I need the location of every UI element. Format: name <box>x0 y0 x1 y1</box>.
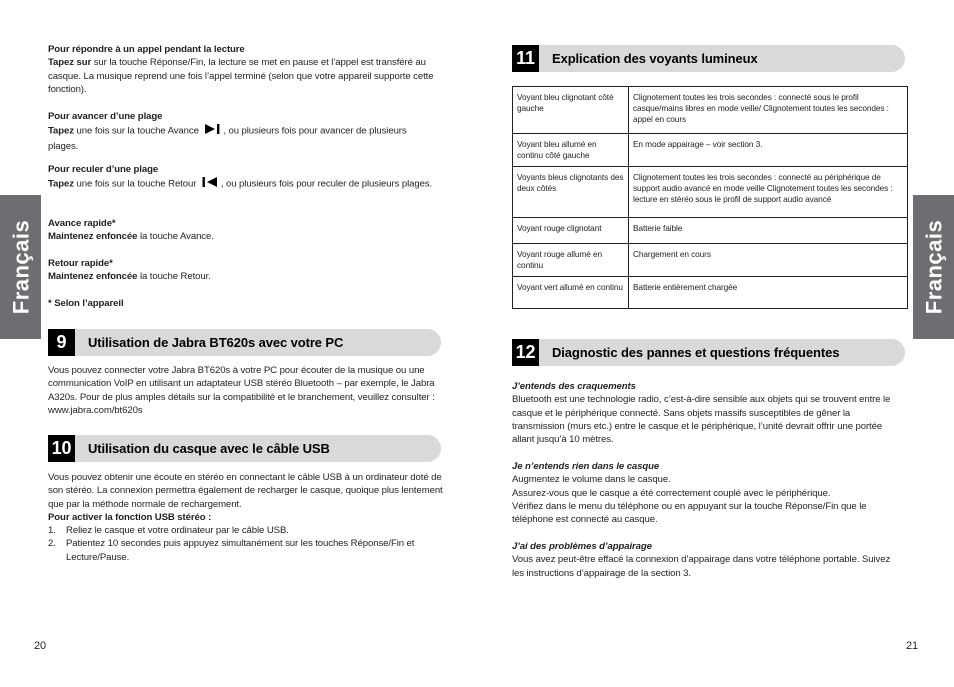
section-12-header <box>512 339 905 366</box>
table-row <box>513 244 908 277</box>
section-10-header <box>48 435 441 462</box>
step-1-text: Reliez le casque et votre ordinateur par le câble USB. <box>66 525 289 537</box>
table-row <box>513 134 908 167</box>
faq-pairing-title: J’ai des problèmes d’appairage <box>512 541 652 552</box>
next-track-paragraph <box>48 110 436 153</box>
section-9-text: Vous pouvez connecter votre Jabra BT620s à votre PC pour écouter de la musique ou une communication VoIP en utilisant un adaptateur USB stéréo Bluetooth – par exemple, le Jabra A320s. Pour de plus amples détails sur la compatibilité et le branchement, veuillez consulter : www.jabra.com/bt620s <box>48 365 435 416</box>
rewind-title: Retour rapide* <box>48 258 113 269</box>
led-meaning: En mode appairage – voir section 3. <box>629 134 908 167</box>
led-name: Voyant vert allumé en continu <box>513 277 629 309</box>
rewind-paragraph <box>48 257 436 284</box>
table-row <box>513 87 908 134</box>
prev-track-paragraph <box>48 163 436 193</box>
faq-crackling-text: Bluetooth est une technologie radio, c’est-à-dire sensible aux objets qui se trouvent entre le casque et le périphérique connecté. Sans objets massifs susceptibles de gêner la transmission (murs etc.) entre le casque et le périphérique, l’unité devrait offrir une portée allant jusqu’à 10 mètres. <box>512 394 891 446</box>
led-name: Voyant rouge clignotant <box>513 218 629 244</box>
answer-call-title: Pour répondre à un appel pendant la lecture <box>48 44 245 55</box>
fast-forward-paragraph <box>48 217 436 244</box>
page-number-right: 21 <box>906 639 919 652</box>
led-meaning: Batterie entièrement chargée <box>629 277 908 309</box>
led-meaning: Clignotement toutes les trois secondes : connecté au périphérique de support audio avancé en mode veille Clignotement toutes les secondes : lecture en stéréo sous le profil de support audio avancé <box>629 167 908 218</box>
section-10-body <box>48 471 444 564</box>
section-11-number: 11 <box>512 45 539 72</box>
prev-track-text-b: , ou plusieurs fois pour reculer de plusieurs plages. <box>220 178 433 190</box>
next-track-title: Pour avancer d’une plage <box>48 111 163 122</box>
step-2 <box>48 537 444 564</box>
led-meaning: Chargement en cours <box>629 244 908 277</box>
faq-pairing-text: Vous avez peut-être effacé la connexion d’appairage dans votre téléphone portable. Suivez les instructions d’appairage de la section 3. <box>512 554 891 579</box>
fast-forward-title: Avance rapide* <box>48 218 116 229</box>
answer-call-paragraph <box>48 43 436 96</box>
rewind-text: la touche Retour. <box>137 271 211 283</box>
led-name: Voyant bleu clignotant côté gauche <box>513 87 629 134</box>
section-12-title: Diagnostic des pannes et questions fréquentes <box>552 345 840 360</box>
section-10-subtitle: Pour activer la fonction USB stéréo : <box>48 511 212 523</box>
section-9-title: Utilisation de Jabra BT620s avec votre PC <box>88 335 344 350</box>
led-meaning: Clignotement toutes les trois secondes : connecté sous le profil casque/mains libres en mode veille/ Clignotement toutes les secondes : appel en cours <box>629 87 908 134</box>
section-9-header <box>48 329 441 356</box>
faq-no-sound-title: Je n’entends rien dans le casque <box>512 461 660 472</box>
table-row <box>513 218 908 244</box>
prev-track-text-a: une fois sur la touche Retour <box>73 178 199 190</box>
language-tab-right <box>913 195 954 339</box>
skip-back-icon <box>201 176 219 192</box>
led-name: Voyant bleu allumé en continu côté gauche <box>513 134 629 167</box>
faq-no-sound-line: Vérifiez dans le menu du téléphone ou en appuyant sur la touche Réponse/Fin que le téléphone est connecté au casque. <box>512 500 867 526</box>
fast-forward-text: la touche Avance. <box>137 231 214 243</box>
fast-forward-bold: Maintenez enfoncée <box>48 231 138 243</box>
section-10-text: Vous pouvez obtenir une écoute en stéréo en connectant le câble USB à un ordinateur doté de son stéréo. La connexion permettra également de recharger le casque, quoique plus lentement que par la méthode normale de rechargement. <box>48 472 443 510</box>
rewind-bold: Maintenez enfoncée <box>48 271 138 283</box>
led-name: Voyants bleus clignotants des deux côtés <box>513 167 629 218</box>
step-2-number: 2. <box>48 538 56 550</box>
table-row <box>513 167 908 218</box>
next-track-bold: Tapez <box>48 125 74 137</box>
next-track-text-a: une fois sur la touche Avance <box>73 125 202 137</box>
prev-track-bold: Tapez <box>48 178 74 190</box>
step-1-number: 1. <box>48 525 56 537</box>
faq-no-sound-line: Assurez-vous que le casque a été correctement couplé avec le périphérique. <box>512 487 831 499</box>
section-11-title: Explication des voyants lumineux <box>552 51 758 66</box>
led-name: Voyant rouge allumé en continu <box>513 244 629 277</box>
led-table <box>512 86 908 309</box>
faq-crackling-title: J’entends des craquements <box>512 381 636 392</box>
footnote: * Selon l’appareil <box>48 298 124 309</box>
language-tab-left-label: Français <box>7 219 33 315</box>
step-2-text: Patientez 10 secondes puis appuyez simultanément sur les touches Réponse/Fin et Lecture/Pause. <box>66 538 415 563</box>
section-10-title: Utilisation du casque avec le câble USB <box>88 441 330 456</box>
section-10-number: 10 <box>48 435 75 462</box>
faq-pairing <box>512 540 897 580</box>
prev-track-title: Pour reculer d’une plage <box>48 164 159 175</box>
language-tab-right-label: Français <box>920 219 946 315</box>
table-row <box>513 277 908 309</box>
answer-call-text: sur la touche Réponse/Fin, la lecture se met en pause et l’appel est transféré au casque. La musique reprend une fois l’appel terminé (selon que votre appareil supporte cette fonction). <box>48 57 434 95</box>
next-track-text-b: , ou plusieurs fois pour avancer de plusieurs plages. <box>48 125 407 152</box>
step-1 <box>48 524 444 537</box>
section-9-number: 9 <box>48 329 75 356</box>
led-meaning: Batterie faible <box>629 218 908 244</box>
language-tab-left <box>0 195 41 339</box>
page-number-left: 20 <box>34 639 47 652</box>
section-11-header <box>512 45 905 72</box>
faq-no-sound-line: Augmentez le volume dans le casque. <box>512 474 671 486</box>
skip-forward-icon <box>203 123 221 139</box>
section-12-number: 12 <box>512 339 539 366</box>
faq-no-sound <box>512 460 897 526</box>
faq-crackling <box>512 380 897 446</box>
answer-call-bold: Tapez sur <box>48 57 92 69</box>
right-page <box>477 0 954 687</box>
